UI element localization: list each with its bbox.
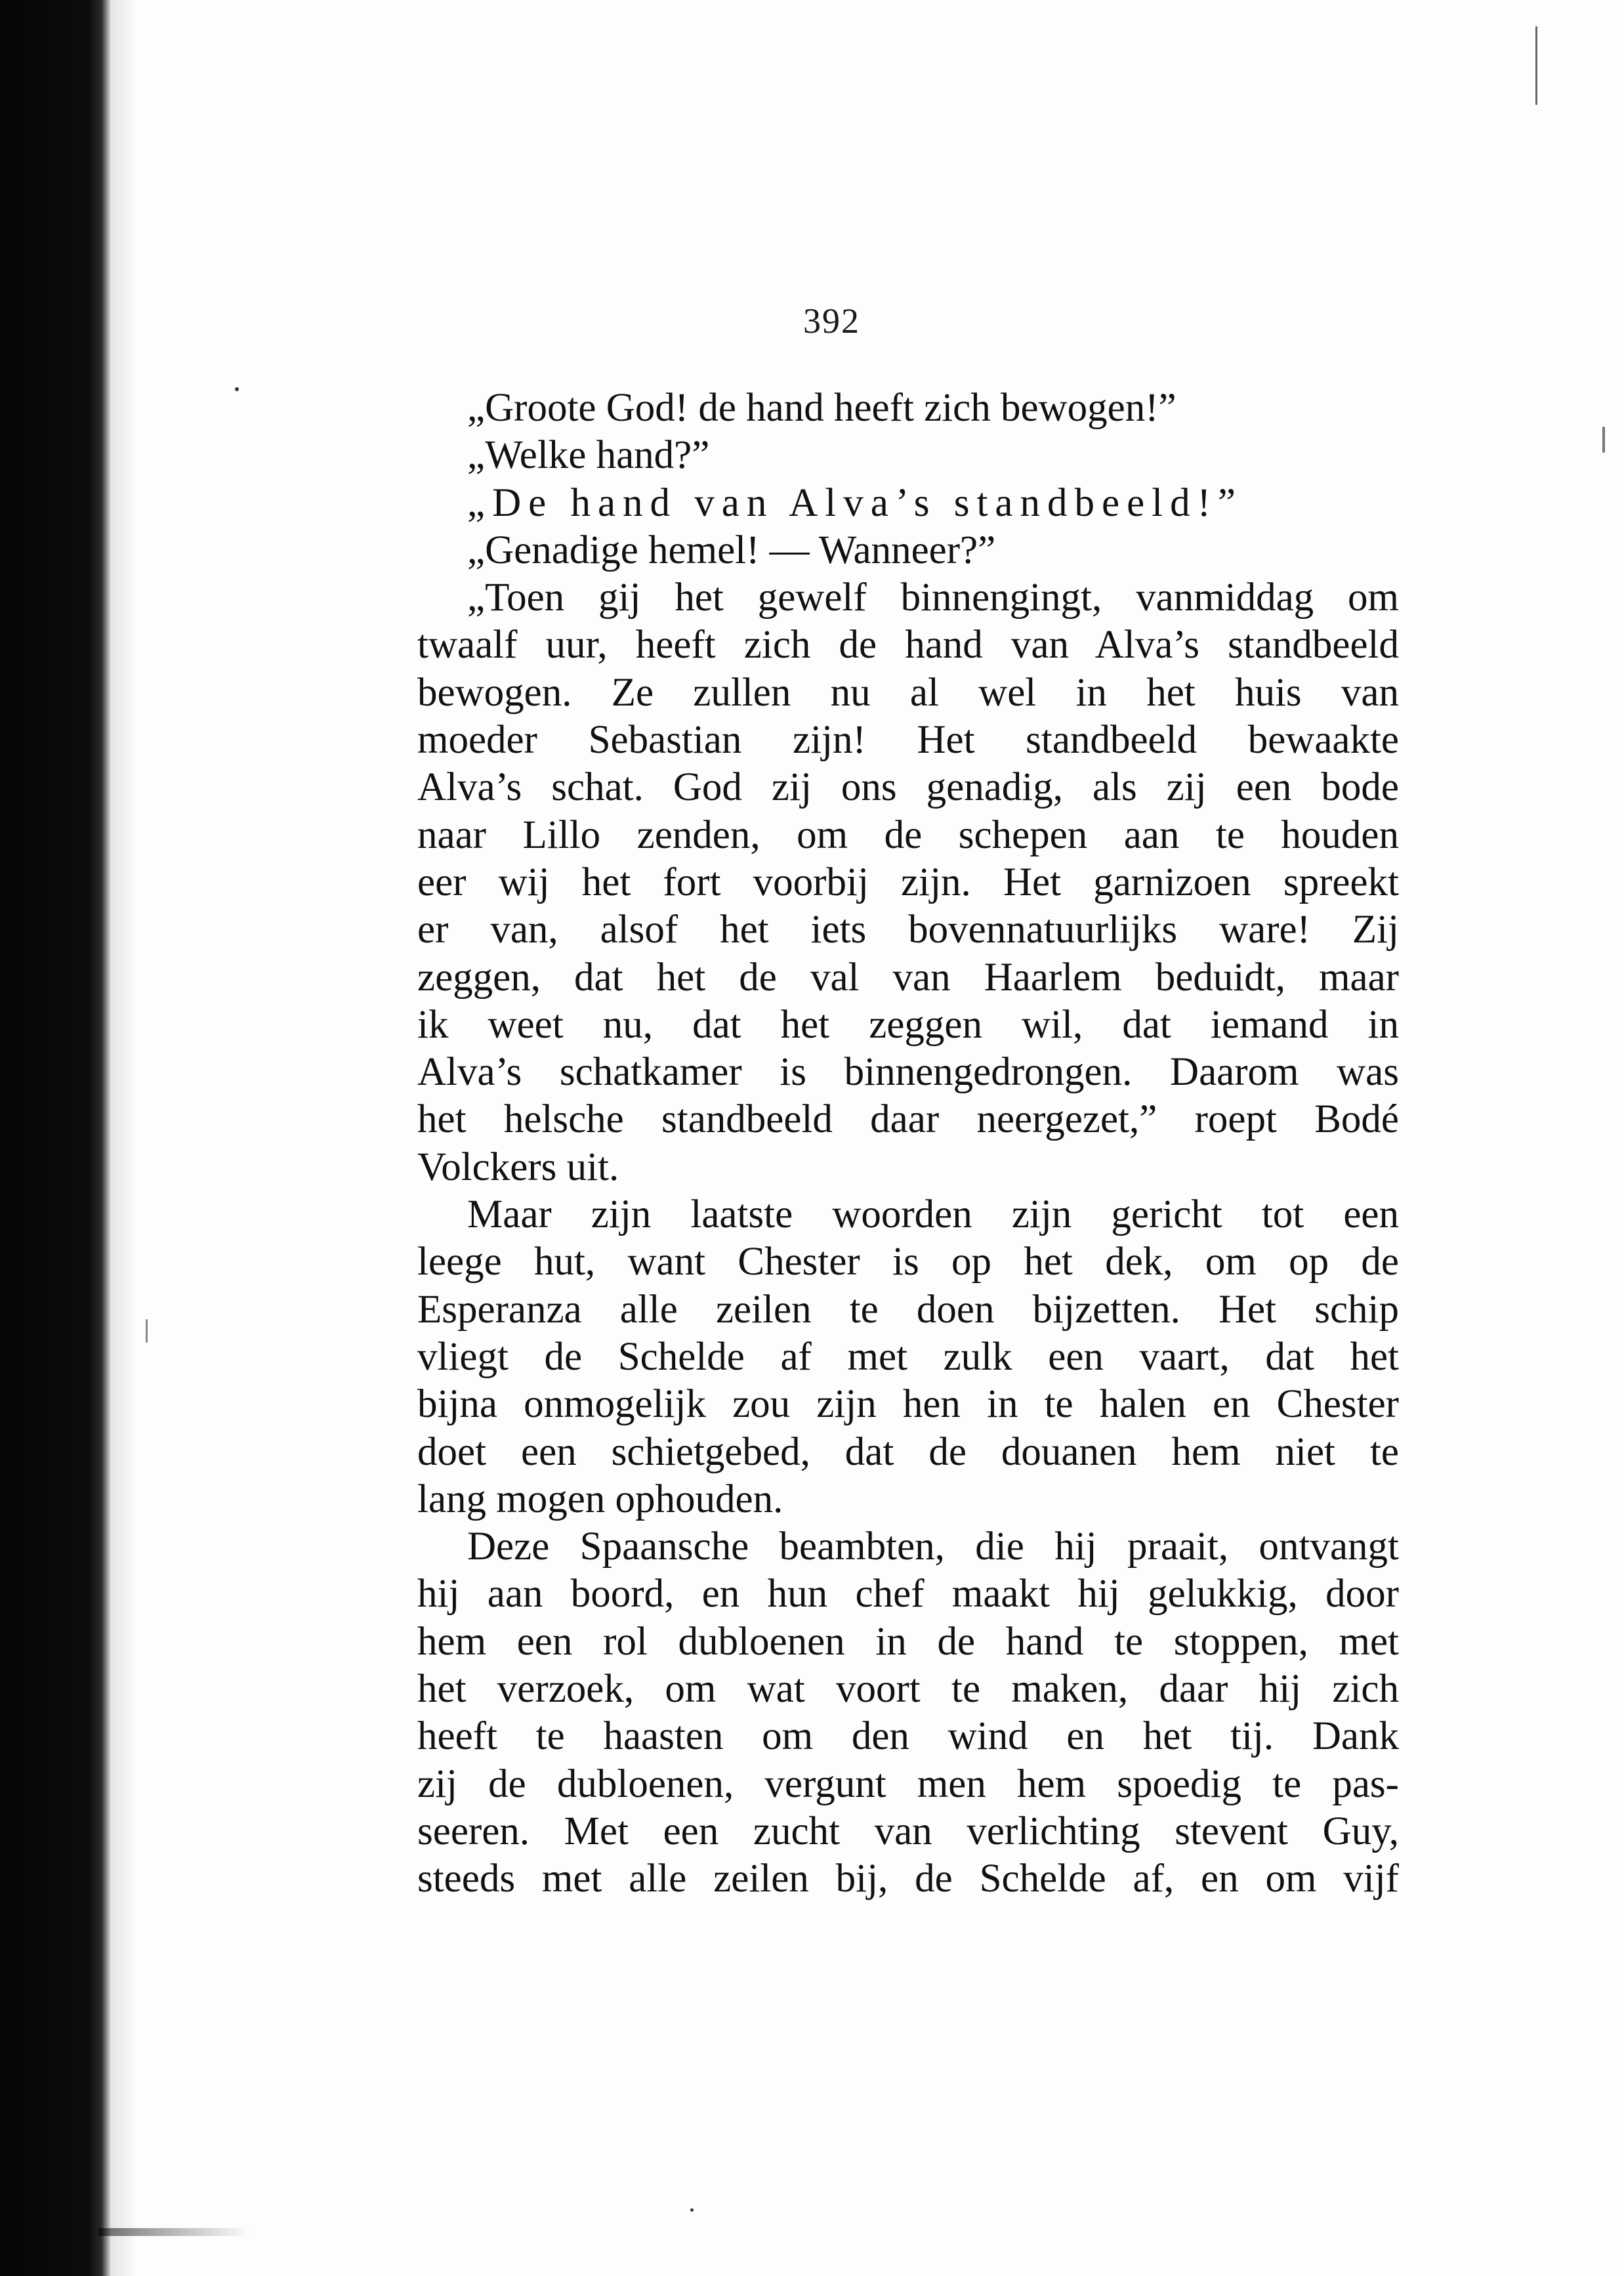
scan-speck — [1602, 427, 1605, 453]
text-line: „De hand van Alva’s standbeeld!” — [467, 480, 1243, 525]
binding-shadow — [110, 0, 136, 2276]
text-line: heeft te haasten om den wind en het tij. Dank — [417, 1714, 1399, 1759]
text-line: Esperanza alle zeilen te doen bijzetten. Het schip — [417, 1287, 1399, 1332]
text-line: het verzoek, om wat voort te maken, daar hij zich — [417, 1667, 1399, 1712]
page-number: 392 — [803, 301, 860, 341]
text-line: leege hut, want Chester is op het dek, om op de — [417, 1240, 1399, 1284]
text-line: zeggen, dat het de val van Haarlem beduidt, maar — [417, 955, 1399, 1000]
text-line: „Groote God! de hand heeft zich bewogen!” — [467, 386, 1176, 430]
text-line: doet een schietgebed, dat de douanen hem niet te — [417, 1429, 1399, 1474]
text-line: Alva’s schat. God zij ons genadig, als zij een bode — [417, 765, 1399, 810]
text-line: het helsche standbeeld daar neergezet,” roept Bodé — [417, 1097, 1399, 1142]
scan-speck — [146, 1319, 148, 1343]
text-line: hij aan boord, en hun chef maakt hij gelukkig, door — [417, 1572, 1399, 1616]
text-line: er van, alsof het iets bovennatuurlijks ware! Zij — [417, 908, 1399, 952]
text-line: zij de dubloenen, vergunt men hem spoedig te pas- — [417, 1761, 1399, 1806]
book-binding-edge — [0, 0, 110, 2276]
text-line: Maar zijn laatste woorden zijn gericht tot een — [467, 1192, 1399, 1237]
scan-speck — [235, 387, 239, 391]
body-text — [417, 385, 1399, 1903]
text-line: Deze Spaansche beambten, die hij praait, ontvangt — [467, 1525, 1399, 1569]
text-line: naar Lillo zenden, om de schepen aan te houden — [417, 812, 1399, 857]
text-line: lang mogen ophouden. — [417, 1477, 783, 1521]
text-line: bijna onmogelijk zou zijn hen in te halen en Chester — [417, 1382, 1399, 1427]
text-line: bewogen. Ze zullen nu al wel in het huis van — [417, 670, 1399, 715]
text-line: steeds met alle zeilen bij, de Schelde af, en om vijf — [417, 1857, 1399, 1901]
text-line: „Toen gij het gewelf binnengingt, vanmiddag om — [467, 576, 1399, 620]
scan-speck — [690, 2208, 694, 2212]
text-line: Alva’s schatkamer is binnengedrongen. Daarom was — [417, 1050, 1399, 1095]
text-line: seeren. Met een zucht van verlichting stevent Guy, — [417, 1809, 1399, 1853]
text-line: eer wij het fort voorbij zijn. Het garnizoen spreekt — [417, 860, 1399, 904]
text-line: moeder Sebastian zijn! Het standbeeld bewaakte — [417, 718, 1399, 763]
text-line: „Genadige hemel! — Wanneer?” — [467, 528, 996, 572]
text-line: „Welke hand?” — [467, 433, 710, 478]
binding-smudge — [98, 2228, 249, 2236]
scan-speck — [1535, 26, 1537, 105]
text-line: Volckers uit. — [417, 1145, 619, 1189]
text-line: twaalf uur, heeft zich de hand van Alva’s standbeeld — [417, 623, 1399, 667]
text-line: hem een rol dubloenen in de hand te stoppen, met — [417, 1619, 1399, 1664]
text-line: vliegt de Schelde af met zulk een vaart, dat het — [417, 1334, 1399, 1379]
text-line: ik weet nu, dat het zeggen wil, dat iemand in — [417, 1002, 1399, 1047]
